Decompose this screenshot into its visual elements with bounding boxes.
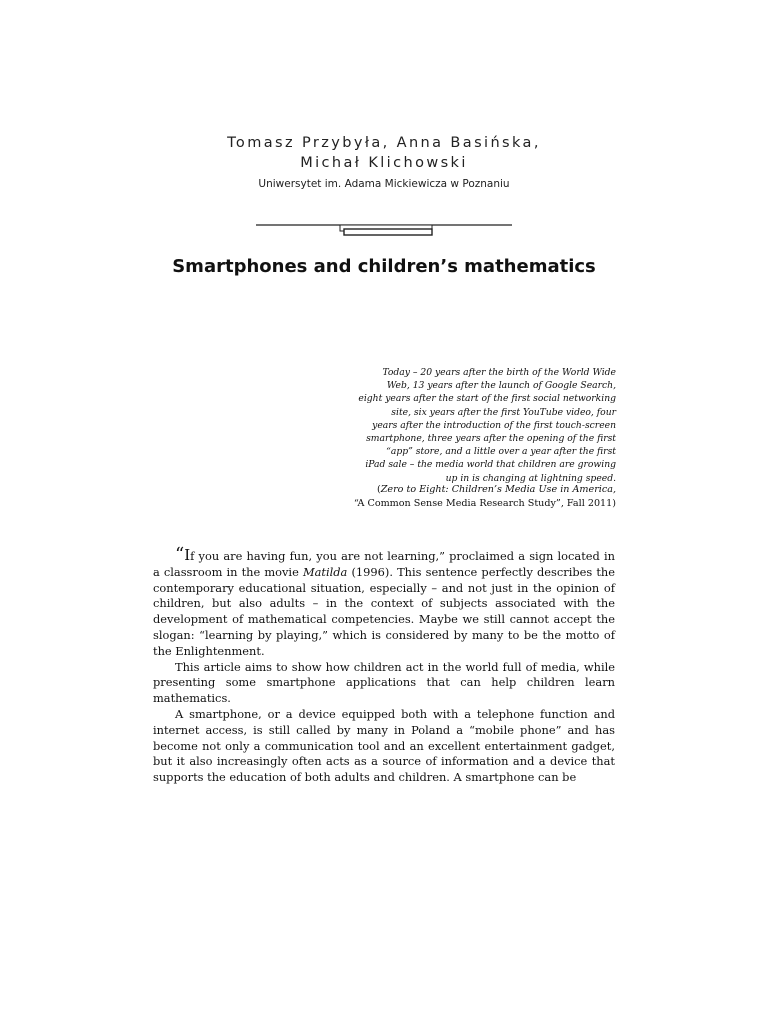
paragraph-1-part-1: f you are having fun, you are not learning,” proclaimed a sign located in a classroom in the movie [153,549,615,579]
source-line-2: “A Common Sense Media Research Study”, Fall 2011) [353,498,616,509]
authors-line-2: Michał Klichowski [300,155,468,171]
epigraph [340,366,616,485]
source-title: Zero to Eight: Children’s Media Use in America, [380,484,616,495]
movie-title: Matilda [302,564,348,579]
epigraph-source [330,483,616,511]
epigraph-line: iPad sale – the media world that children are growing [365,459,616,471]
opening-quote: “ [175,544,185,565]
paper-title: Smartphones and children’s mathematics [172,256,596,277]
paragraph-3: A smartphone, or a device equipped both with a telephone function and internet access, is still called by many in Poland a “mobile phone” and has become not only a communication tool and an excellent entertainment gadget, but it also increasingly often acts as a source of information and a device that supports the education of both adults and children. A smartphone can be [153,706,615,785]
epigraph-line: smartphone, three years after the opening of the first [366,433,616,445]
epigraph-line: Today – 20 years after the birth of the World Wide [382,367,616,378]
paragraph-2: This article aims to show how children act in the world full of media, while presenting some smartphone applications that can help children learn mathematics. [153,659,615,706]
source-line-1 [330,483,616,497]
source-prefix: ( [377,484,381,495]
paragraph-1 [153,544,615,660]
affiliation: Uniwersytet im. Adama Mickiewicza w Poznaniu [258,178,510,190]
epigraph-line: site, six years after the first YouTube video, four [391,406,616,418]
epigraph-line: up in is changing at lightning speed. [445,472,616,484]
paragraph-1-part-2: (1996). This sentence perfectly describes the contemporary educational situation, especially – and not just in the opinion of children, but also adults – in the context of subjects associated with the development of mathematical competencies. Maybe we still cannot accept the slogan: “learning by playing,” which is considered by many to be the motto of the Enlightenment. [153,564,615,658]
first-letter: I [184,546,191,564]
epigraph-line: eight years after the start of the first social networking [358,393,616,405]
body-text [153,544,615,786]
epigraph-line: “app” store, and a little over a year after the first [386,446,616,458]
epigraph-line: Web, 13 years after the launch of Google Search, [386,380,616,392]
authors [0,133,768,173]
authors-line-1: Tomasz Przybyła, Anna Basińska, [227,135,541,151]
title-ornament [256,220,512,240]
epigraph-line: years after the introduction of the first touch-screen [372,419,616,431]
